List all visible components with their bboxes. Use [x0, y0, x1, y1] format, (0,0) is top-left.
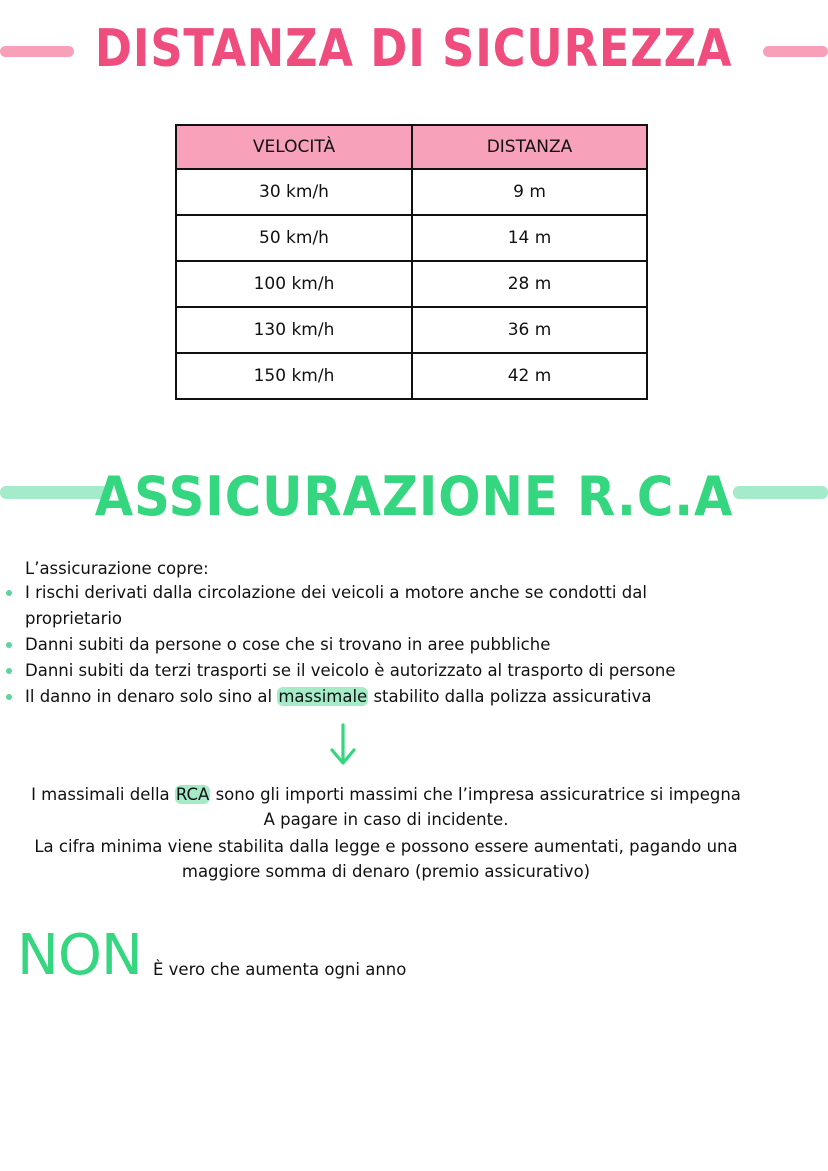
bullet-dot-icon [6, 668, 12, 674]
bullet-text-continuation: proprietario [25, 609, 123, 628]
title-banner-assicurazione [0, 455, 828, 533]
bullet-text: Il danno in denaro solo sino al [25, 687, 278, 706]
bullet-text: I rischi derivati dalla circolazione dei veicoli a motore anche se condotti dal [25, 583, 647, 602]
safety-distance-table [175, 124, 648, 400]
bullet-dot-icon [6, 642, 12, 648]
header-velocita: VELOCITÀ [176, 125, 412, 169]
non-note-text: È vero che aumenta ogni anno [153, 960, 407, 979]
paragraph-line [0, 782, 772, 808]
title-banner-distanza [0, 10, 828, 82]
non-emphasis-word: NON [17, 923, 142, 988]
coverage-list [0, 580, 725, 710]
table-row [176, 307, 647, 353]
arrow-down-icon [328, 722, 358, 768]
decorative-line-right [733, 486, 828, 499]
decorative-line-left [0, 486, 108, 499]
bullet-text: Danni subiti da persone o cose che si trovano in aree pubbliche [25, 635, 551, 654]
bullet-dot-icon [6, 590, 12, 596]
speed-cell: 130 km/h [176, 307, 412, 353]
table-row [176, 169, 647, 215]
distance-cell: 14 m [412, 215, 647, 261]
table-row [176, 261, 647, 307]
section-title-assicurazione: ASSICURAZIONE R.C.A [94, 464, 734, 528]
list-item [0, 658, 725, 684]
distance-cell: 36 m [412, 307, 647, 353]
speed-cell: 150 km/h [176, 353, 412, 399]
paragraph-line: maggiore somma di denaro (premio assicurativo) [181, 862, 591, 881]
table-header-row [176, 125, 647, 169]
list-item [0, 580, 725, 632]
decorative-line-left [0, 46, 74, 57]
distance-cell: 28 m [412, 261, 647, 307]
bullet-text-end: stabilito dalla polizza assicurativa [368, 687, 652, 706]
speed-cell: 100 km/h [176, 261, 412, 307]
highlighted-term-massimale: massimale [278, 687, 368, 706]
table-row [176, 215, 647, 261]
list-item [0, 632, 725, 658]
header-distanza: DISTANZA [412, 125, 647, 169]
paragraph-text-end: sono gli importi massimi che l’impresa assicuratrice si impegna [210, 785, 741, 804]
paragraph-line: A pagare in caso di incidente. [263, 810, 509, 829]
speed-cell: 30 km/h [176, 169, 412, 215]
section-title-distanza: DISTANZA DI SICUREZZA [95, 19, 733, 79]
speed-cell: 50 km/h [176, 215, 412, 261]
list-item [0, 684, 725, 710]
intro-text: L’assicurazione copre: [25, 559, 209, 578]
table-row [176, 353, 647, 399]
distance-cell: 9 m [412, 169, 647, 215]
highlighted-term-rca: RCA [175, 785, 210, 804]
paragraph-text: I massimali della [31, 785, 175, 804]
decorative-line-right [763, 46, 828, 57]
distance-cell: 42 m [412, 353, 647, 399]
bullet-dot-icon [6, 694, 12, 700]
bullet-text: Danni subiti da terzi trasporti se il veicolo è autorizzato al trasporto di persone [25, 661, 676, 680]
paragraph-line: La cifra minima viene stabilita dalla legge e possono essere aumentati, pagando una [34, 837, 738, 856]
